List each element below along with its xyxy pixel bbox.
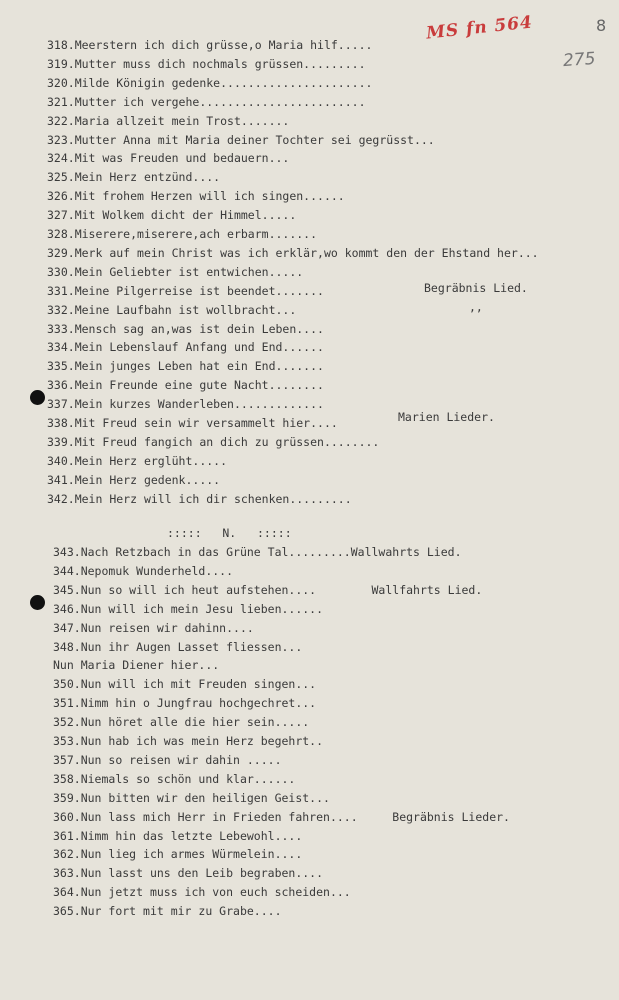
item-number: 359.	[53, 790, 81, 805]
item-number: 326.	[47, 189, 75, 204]
punch-hole	[30, 595, 45, 610]
item-title: Nun hab ich was mein Herz begehrt..	[80, 734, 324, 748]
item-number: 339.	[47, 434, 75, 449]
list-item	[47, 187, 345, 206]
item-number: 340.	[47, 453, 75, 468]
list-item	[53, 902, 282, 921]
list-item	[47, 244, 539, 263]
item-number: 324.	[47, 151, 75, 166]
item-number: 337.	[47, 397, 75, 412]
item-title: Nun ihr Augen Lasset fliessen...	[80, 639, 303, 654]
list-item	[47, 301, 296, 320]
list-item	[53, 732, 323, 751]
item-number: 344.	[53, 563, 81, 578]
call-number-handwritten: MS fn 564	[425, 12, 534, 44]
item-title: Mein Herz erglüht.....	[74, 453, 228, 468]
list-item	[53, 789, 330, 808]
item-title: Nun Maria Diener hier...	[53, 658, 220, 673]
note-ditto: ,,	[469, 300, 483, 314]
item-title: Nun will ich mit Freuden singen...	[80, 677, 317, 692]
item-number: 331.	[47, 283, 75, 298]
item-number: 332.	[47, 302, 75, 317]
item-title: Mit Freud fangich an dich zu grüssen........	[74, 434, 380, 449]
item-number: 348.	[53, 639, 81, 654]
item-number: 338.	[47, 416, 75, 430]
list-item	[53, 713, 309, 732]
item-title: Mit frohem Herzen will ich singen......	[74, 189, 345, 204]
list-item	[47, 131, 435, 150]
item-number: 318.	[47, 38, 75, 52]
item-title: Nepomuk Wunderheld....	[80, 563, 234, 578]
item-title: Mein Herz gedenk.....	[74, 472, 221, 487]
item-title: Niemals so schön und klar......	[80, 771, 296, 786]
item-number: 351.	[53, 696, 81, 711]
list-item	[47, 395, 324, 414]
list-item	[47, 55, 366, 74]
item-number: 360.	[53, 809, 81, 824]
item-number: 322.	[47, 113, 75, 128]
item-number: 352.	[53, 715, 81, 730]
list-item	[53, 638, 302, 657]
item-title: Milde Königin gedenke......................	[74, 75, 373, 90]
list-item	[47, 282, 324, 301]
list-item	[53, 675, 316, 694]
list-item	[47, 414, 338, 433]
item-number: 334.	[47, 340, 75, 355]
item-number: 350.	[53, 677, 81, 692]
item-number: 365.	[53, 904, 81, 919]
list-item	[47, 93, 366, 112]
list-item	[53, 656, 219, 675]
item-title: Meine Pilgerreise ist beendet.......	[74, 283, 324, 298]
item-title: Mein Herz entzünd....	[74, 170, 221, 185]
list-item	[47, 149, 289, 168]
item-title: Maria allzeit mein Trost.......	[74, 113, 290, 128]
list-item	[53, 562, 233, 581]
item-number: 342.	[47, 491, 75, 506]
page-number: 275	[562, 48, 597, 72]
item-number: 346.	[53, 601, 81, 616]
note-begraebnis: Begräbnis Lied.	[424, 281, 528, 295]
list-item	[53, 770, 295, 789]
item-title: Mein Geliebter ist entwichen.....	[74, 264, 304, 279]
list-item	[53, 694, 316, 713]
item-number: 325.	[47, 170, 75, 185]
list-item	[47, 168, 220, 187]
item-title: Meine Laufbahn ist wollbracht...	[74, 302, 297, 317]
item-title: Merk auf mein Christ was ich erklär,wo kommt den der Ehstand her...	[74, 245, 539, 260]
item-number: 364.	[53, 885, 81, 900]
item-title: Mit Freud sein wir versammelt hier....	[74, 416, 338, 430]
item-title: Mein Lebenslauf Anfang und End......	[74, 340, 324, 355]
item-number: 328.	[47, 227, 75, 241]
list-item	[47, 471, 220, 490]
item-title: Nun lass mich Herr in Frieden fahren.... Begräbnis Lieder.	[80, 809, 510, 824]
list-item	[47, 320, 324, 339]
item-number: 363.	[53, 866, 81, 881]
item-number: 336.	[47, 378, 75, 393]
list-item	[47, 36, 372, 55]
item-number: 343.	[53, 545, 81, 559]
item-number: 321.	[47, 94, 75, 109]
item-number: 357.	[53, 752, 81, 767]
item-title: Nach Retzbach in das Grüne Tal.........Wallwahrts Lied.	[80, 545, 462, 559]
item-title: Miserere,miserere,ach erbarm.......	[74, 227, 318, 241]
list-item	[53, 864, 323, 883]
item-number: 319.	[47, 56, 75, 71]
item-title: Nun lasst uns den Leib begraben....	[80, 866, 324, 881]
item-title: Nun lieg ich armes Würmelein....	[80, 847, 303, 862]
list-item	[53, 808, 510, 827]
item-title: Nimm hin o Jungfrau hochgechret...	[80, 696, 317, 711]
item-number: 361.	[53, 828, 81, 843]
folio-number: 8	[596, 16, 607, 35]
item-title: Mein Freunde eine gute Nacht........	[74, 378, 324, 393]
list-item	[47, 376, 324, 395]
item-number: 362.	[53, 847, 81, 862]
item-title: Nun jetzt muss ich von euch scheiden...	[80, 885, 351, 900]
item-title: Mein junges Leben hat ein End.......	[74, 359, 324, 374]
list-item	[47, 490, 352, 509]
punch-hole	[30, 390, 45, 405]
item-number: 335.	[47, 359, 75, 374]
list-item	[53, 751, 282, 770]
list-item	[53, 543, 462, 562]
item-number: 330.	[47, 264, 75, 279]
list-item	[53, 581, 482, 600]
list-item	[53, 827, 302, 846]
item-title: Mutter muss dich nochmals grüssen.........	[74, 56, 366, 71]
item-number: 353.	[53, 734, 81, 748]
list-item	[47, 338, 324, 357]
list-item	[53, 619, 254, 638]
item-title: Meerstern ich dich grüsse,o Maria hilf.....	[74, 38, 373, 52]
item-number: 327.	[47, 208, 75, 223]
item-number: 329.	[47, 245, 75, 260]
item-title: Nun so reisen wir dahin .....	[80, 752, 282, 767]
item-title: Mein kurzes Wanderleben.............	[74, 397, 324, 412]
item-title: Nur fort mit mir zu Grabe....	[80, 904, 282, 919]
item-number: 320.	[47, 75, 75, 90]
item-title: Nun will ich mein Jesu lieben......	[80, 601, 324, 616]
note-marien: Marien Lieder.	[398, 410, 495, 424]
list-item	[47, 74, 372, 93]
item-title: Mein Herz will ich dir schenken.........	[74, 491, 352, 506]
list-item	[47, 112, 289, 131]
list-item	[53, 845, 302, 864]
list-item	[47, 206, 296, 225]
list-item	[47, 357, 324, 376]
list-item	[53, 883, 351, 902]
list-item	[47, 433, 379, 452]
item-title: Nun reisen wir dahinn....	[80, 620, 254, 635]
section-divider-n: ::::: N. :::::	[167, 526, 292, 540]
list-item	[53, 600, 323, 619]
item-number: 333.	[47, 321, 75, 336]
item-title: Nimm hin das letzte Lebewohl....	[80, 828, 303, 843]
list-item	[47, 263, 303, 282]
item-title: Nun so will ich heut aufstehen.... Wallfahrts Lied.	[80, 582, 483, 597]
list-item	[47, 225, 317, 244]
item-title: Mit Wolkem dicht der Himmel.....	[74, 208, 297, 223]
item-title: Nun höret alle die hier sein.....	[80, 715, 310, 730]
item-title: Mit was Freuden und bedauern...	[74, 151, 290, 166]
list-item	[47, 452, 227, 471]
item-title: Mensch sag an,was ist dein Leben....	[74, 321, 324, 336]
item-number: 341.	[47, 472, 75, 487]
item-number: 358.	[53, 771, 81, 786]
item-number: 323.	[47, 132, 75, 147]
item-title: Nun bitten wir den heiligen Geist...	[80, 790, 330, 805]
item-title: Mutter ich vergehe........................	[74, 94, 366, 109]
item-title: Mutter Anna mit Maria deiner Tochter sei gegrüsst...	[74, 132, 435, 147]
item-number: 347.	[53, 620, 81, 635]
item-number: 345.	[53, 582, 81, 597]
